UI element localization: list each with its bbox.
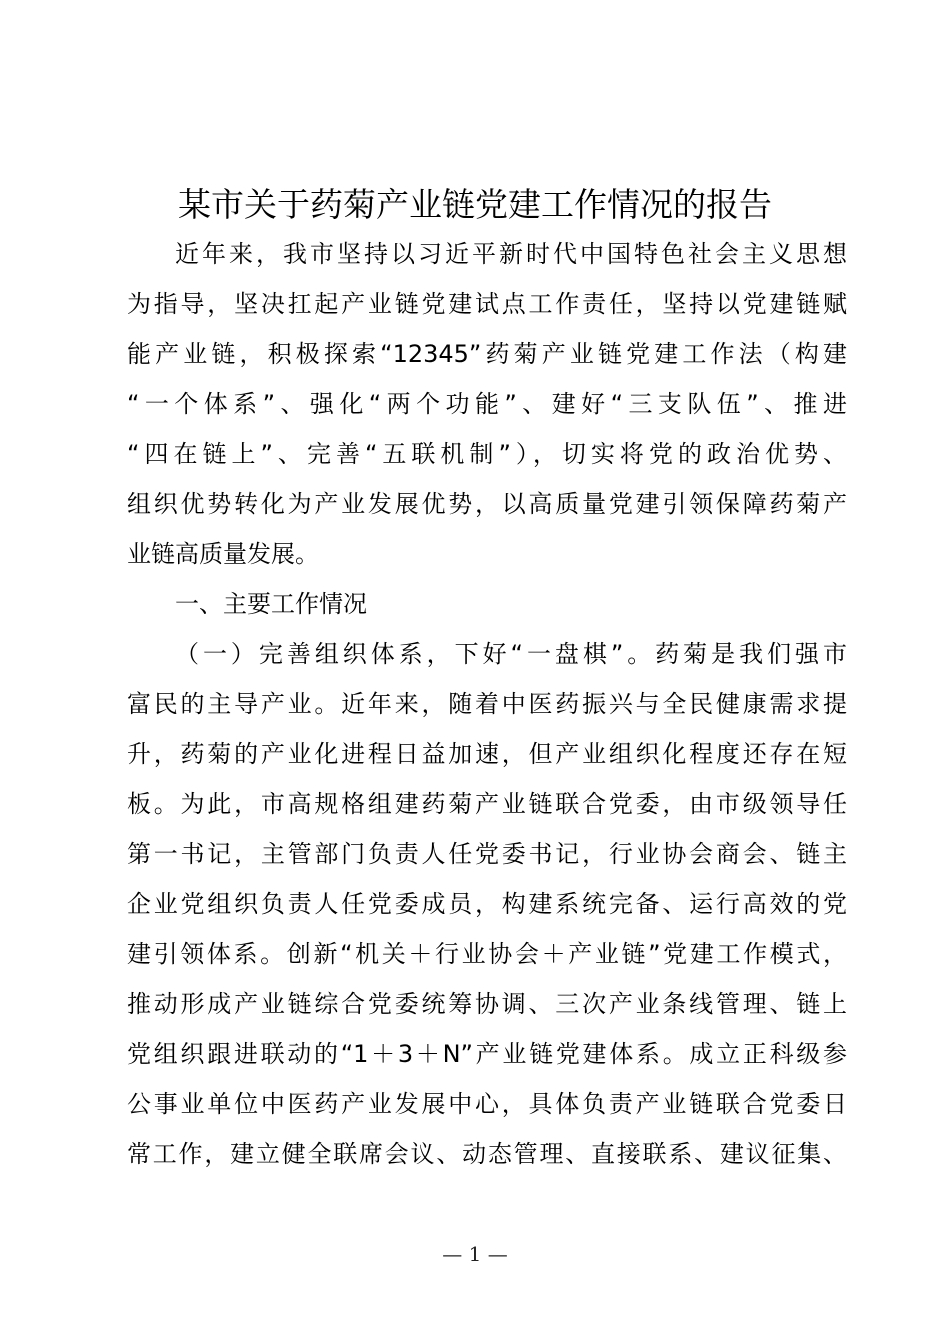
- paragraph-line: “一个体系”、强化“两个功能”、建好“三支队伍”、推进: [127, 390, 847, 418]
- paragraph-line: 能产业链，积极探索“12345”药菊产业链党建工作法（构建: [127, 340, 847, 368]
- page-number: — 1 —: [442, 1242, 508, 1266]
- paragraph-line: “四在链上”、完善“五联机制”），切实将党的政治优势、: [127, 440, 847, 468]
- paragraph-line: 公事业单位中医药产业发展中心，具体负责产业链联合党委日: [127, 1090, 847, 1118]
- paragraph-line: 建引领体系。创新“机关＋行业协会＋产业链”党建工作模式，: [127, 940, 847, 968]
- paragraph-line: 升，药菊的产业化进程日益加速，但产业组织化程度还存在短: [127, 740, 847, 768]
- paragraph-line: 近年来，我市坚持以习近平新时代中国特色社会主义思想: [175, 240, 847, 268]
- paragraph-line: 推动形成产业链综合党委统筹协调、三次产业条线管理、链上: [127, 990, 847, 1018]
- paragraph-line: （一）完善组织体系，下好“一盘棋”。药菊是我们强市: [175, 640, 847, 668]
- paragraph-line: 第一书记，主管部门负责人任党委书记，行业协会商会、链主: [127, 840, 847, 868]
- paragraph-line: 企业党组织负责人任党委成员，构建系统完备、运行高效的党: [127, 890, 847, 918]
- document-title: 某市关于药菊产业链党建工作情况的报告: [178, 185, 772, 224]
- paragraph-line: 业链高质量发展。: [127, 540, 319, 568]
- paragraph-line: 党组织跟进联动的“1＋3＋N”产业链党建体系。成立正科级参: [127, 1040, 847, 1068]
- section-heading: 一、主要工作情况: [175, 590, 367, 618]
- paragraph-line: 组织优势转化为产业发展优势，以高质量党建引领保障药菊产: [127, 490, 847, 518]
- paragraph-line: 常工作，建立健全联席会议、动态管理、直接联系、建议征集、: [127, 1140, 847, 1168]
- paragraph-line: 板。为此，市高规格组建药菊产业链联合党委，由市级领导任: [127, 790, 847, 818]
- paragraph-line: 富民的主导产业。近年来，随着中医药振兴与全民健康需求提: [127, 690, 847, 718]
- paragraph-line: 为指导，坚决扛起产业链党建试点工作责任，坚持以党建链赋: [127, 290, 847, 318]
